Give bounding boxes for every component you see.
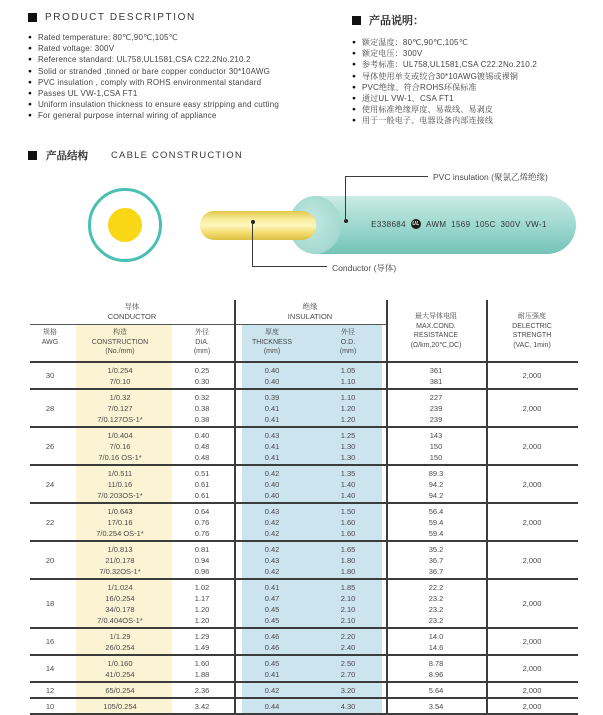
cell-dia: 0.40 0.48 0.48 — [194, 430, 210, 462]
table-row-awg-12 — [30, 683, 578, 699]
cell-resistance: 8.78 8.96 — [428, 658, 444, 679]
cell-od: 1.25 1.30 1.30 — [340, 430, 356, 462]
cell-construction: 1/0.813 21/0.178 7/0.32OS-1* — [99, 544, 141, 576]
bullet-icon: ● — [28, 67, 32, 75]
bullet-icon: ● — [352, 106, 356, 114]
header-divider — [234, 324, 386, 325]
cell-resistance: 3.54 — [428, 701, 444, 711]
list-item: ● Reference standard: UL758,UL1581,CSA C22.2No.210.2 — [28, 55, 251, 65]
product-description-cn-section — [352, 12, 603, 127]
list-item: ● 额定温度：80℃,90℃,105℃ — [352, 38, 468, 47]
cell-od: 4.30 — [340, 701, 356, 711]
list-item: ● Uniform insulation thickness to ensure easy stripping and cutting — [28, 100, 280, 110]
cell-construction: 105/0.254 — [103, 701, 137, 711]
cell-strength: 2,000 — [522, 479, 542, 489]
bullet-icon: ● — [28, 56, 32, 64]
bullet-icon: ● — [28, 45, 32, 53]
cell-od: 3.20 — [340, 685, 356, 695]
spec-table-rows — [30, 363, 578, 715]
pvc-insulation-label: PVC insulation (聚氯乙烯绝缘) — [433, 172, 548, 182]
list-item: ● 导体使用单支或绞合30*10AWG镀锡或裸铜 — [352, 71, 519, 81]
conductor-label: Conductor (导体) — [332, 263, 397, 273]
cell-resistance: 361 381 — [429, 365, 443, 386]
cell-awg: 22 — [45, 517, 55, 527]
cell-thickness: 0.44 — [264, 701, 280, 711]
conductor-group-header: 导体 CONDUCTOR — [107, 302, 157, 321]
cell-construction: 1/0.160 41/0.254 — [105, 658, 135, 679]
resistance-column-header: 最大导体电阻 MAX.COND. RESISTANCE (Ω/km,20℃,DC) — [410, 313, 462, 349]
cell-construction: 1/1.024 16/0.254 34/0.178 7/0.404OS-1* — [97, 582, 143, 625]
cell-resistance: 56.4 59.4 59.4 — [428, 506, 444, 538]
product-description-cn-header — [352, 12, 603, 28]
cell-construction: 1/0.643 17/0.16 7/0.254 OS-1* — [96, 506, 144, 538]
cell-dia: 1.02 1.17 1.20 1.20 — [194, 582, 210, 625]
cable-marking-spec: AWM 1569 105C 300V VW-1 — [426, 219, 547, 229]
bullet-icon: ● — [28, 112, 32, 120]
cell-construction: 1/0.254 7/0.10 — [107, 365, 133, 386]
cell-od: 1.85 2.10 2.10 2.10 — [340, 582, 356, 625]
table-row-awg-26 — [30, 428, 578, 466]
product-description-section — [28, 12, 333, 122]
list-item: ● 通过UL VW-1、CSA FT1 — [352, 94, 454, 104]
cell-construction: 1/0.32 7/0.127 7/0.127OS-1* — [97, 392, 143, 424]
cell-construction: 65/0.254 — [105, 685, 135, 695]
cable-construction-title-cn: 产品结构 — [46, 150, 88, 162]
column-divider — [386, 300, 388, 715]
table-row-awg-16 — [30, 629, 578, 656]
cell-dia: 2.36 — [194, 685, 210, 695]
cable-marking-cert: E338684 — [371, 219, 407, 229]
table-row-awg-30 — [30, 363, 578, 390]
table-row-awg-18 — [30, 580, 578, 629]
list-item: ● 参考标准：UL758,UL1581,CSA C22.2No.210.2 — [352, 60, 538, 70]
cell-dia: 1.60 1.88 — [194, 658, 210, 679]
table-row-awg-14 — [30, 656, 578, 683]
cell-awg: 30 — [45, 371, 55, 380]
cell-awg: 16 — [45, 637, 55, 646]
cell-dia: 0.64 0.76 0.76 — [194, 506, 210, 538]
construction-column-header: 构造 CONSTRUCTION (No./mm) — [91, 329, 149, 355]
spec-table-header — [30, 300, 578, 363]
bullet-icon: ● — [352, 39, 356, 46]
cell-thickness: 0.41 0.47 0.45 0.45 — [264, 582, 280, 625]
list-item: ● Rated temperature: 80℃,90℃,105℃ — [28, 33, 178, 42]
list-item: ● 用于一般电子、电器设备内部连接线 — [352, 116, 494, 126]
insulation-group-header: 绝缘 INSULATION — [287, 302, 333, 321]
list-item: ● 额定电压：300V — [352, 49, 423, 59]
cell-construction: 1/0.404 7/0.16 7/0.16 OS-1* — [98, 430, 142, 462]
section-square-icon — [352, 16, 361, 25]
product-description-cn-list — [352, 37, 603, 127]
cell-strength: 2,000 — [522, 701, 542, 711]
cell-resistance: 143 150 150 — [429, 430, 443, 462]
list-item: ● Passes UL VW-1,CSA FT1 — [28, 89, 138, 99]
section-square-icon — [28, 13, 37, 22]
cell-od: 1.50 1.60 1.60 — [340, 506, 356, 538]
cross-section-conductor — [108, 208, 142, 242]
cell-thickness: 0.43 0.41 0.41 — [264, 430, 280, 462]
bullet-icon: ● — [352, 72, 356, 80]
cell-thickness: 0.39 0.41 0.41 — [264, 392, 280, 424]
table-row-awg-22 — [30, 504, 578, 542]
header-divider — [30, 324, 234, 325]
column-divider — [234, 300, 236, 715]
cable-cross-section — [88, 188, 162, 262]
section-square-icon — [28, 151, 37, 160]
cell-dia: 0.32 0.38 0.38 — [194, 392, 210, 424]
cell-od: 1.65 1.80 1.80 — [340, 544, 356, 576]
cell-awg: 10 — [45, 701, 55, 711]
cell-thickness: 0.46 0.46 — [264, 631, 280, 652]
dia-column-header: 外径 DIA. (mm) — [193, 329, 211, 355]
cell-od: 2.50 2.70 — [340, 658, 356, 679]
cell-strength: 2,000 — [522, 555, 542, 565]
cell-construction: 1/0.511 11/0.16 7/0.203OS-1* — [97, 468, 143, 500]
cell-strength: 2,000 — [522, 664, 542, 673]
cell-dia: 0.51 0.61 0.61 — [194, 468, 210, 500]
cell-awg: 24 — [45, 479, 55, 489]
product-description-cn-title: 产品说明： — [369, 15, 424, 27]
bullet-icon: ● — [352, 83, 356, 91]
cell-dia: 0.81 0.94 0.96 — [194, 544, 210, 576]
ul-logo-icon: UL — [412, 221, 420, 227]
column-divider — [486, 300, 488, 715]
cell-od: 1.05 1.10 — [340, 365, 356, 386]
list-item: ● Rated voltage: 300V — [28, 44, 115, 54]
cell-dia: 3.42 — [194, 701, 210, 711]
cell-thickness: 0.43 0.42 0.42 — [264, 506, 280, 538]
bullet-icon: ● — [28, 101, 32, 109]
list-item: ● For general purpose internal wiring of appliance — [28, 111, 217, 121]
list-item: ● 使用标准绝缘厚度、易裁线、易剥皮 — [352, 105, 494, 115]
product-description-header — [28, 12, 333, 23]
cell-dia: 0.25 0.30 — [194, 365, 210, 386]
awg-column-header: 规格 AWG — [41, 329, 59, 346]
cell-awg: 14 — [45, 664, 55, 673]
table-row-awg-28 — [30, 390, 578, 428]
leader-line — [345, 176, 346, 221]
cell-awg: 18 — [45, 599, 55, 608]
cable-construction-title-en: CABLE CONSTRUCTION — [111, 150, 243, 161]
thickness-column-header: 厚度 THICKNESS (mm) — [251, 329, 293, 355]
cell-resistance: 35.2 36.7 36.7 — [428, 544, 444, 576]
cable-construction-header — [28, 148, 243, 163]
cell-strength: 2,000 — [522, 685, 542, 695]
leader-line — [252, 266, 327, 267]
spec-table — [30, 300, 578, 715]
cell-od: 1.35 1.40 1.40 — [340, 468, 356, 500]
od-column-header: 外径 O.D. (mm) — [339, 329, 357, 355]
cell-strength: 2,000 — [522, 517, 542, 527]
cell-resistance: 22.2 23.2 23.2 23.2 — [428, 582, 444, 625]
leader-line — [345, 176, 428, 177]
cell-od: 2.20 2.40 — [340, 631, 356, 652]
cell-thickness: 0.42 0.43 0.42 — [264, 544, 280, 576]
cell-strength: 2,000 — [522, 599, 542, 608]
cable-marking — [350, 219, 568, 229]
cable-conductor-rod — [200, 211, 316, 240]
cell-resistance: 5.64 — [428, 685, 444, 695]
table-row-awg-20 — [30, 542, 578, 580]
bullet-icon: ● — [352, 95, 356, 103]
bullet-icon: ● — [28, 78, 32, 86]
cell-dia: 1.29 1.49 — [194, 631, 210, 652]
cell-awg: 12 — [45, 685, 55, 695]
cell-resistance: 14.0 14.6 — [428, 631, 444, 652]
cell-awg: 28 — [45, 403, 55, 413]
bullet-icon: ● — [352, 61, 356, 69]
cell-strength: 2,000 — [522, 371, 542, 380]
cell-thickness: 0.42 — [264, 685, 280, 695]
cell-thickness: 0.40 0.40 — [264, 365, 280, 386]
bullet-icon: ● — [352, 117, 356, 125]
strength-column-header: 耐压强度 DELECTRIC STRENGTH (VAC, 1min) — [512, 313, 552, 349]
cell-thickness: 0.42 0.40 0.40 — [264, 468, 280, 500]
leader-line — [252, 222, 253, 267]
cell-od: 1.10 1.20 1.20 — [340, 392, 356, 424]
table-row-awg-10 — [30, 699, 578, 715]
cell-resistance: 227 239 239 — [429, 392, 443, 424]
bullet-icon: ● — [28, 90, 32, 98]
cell-construction: 1/1.29 26/0.254 — [105, 631, 135, 652]
list-item: ● PVC绝缘、符合ROHS环保标准 — [352, 82, 477, 92]
cell-resistance: 89.3 94.2 94.2 — [428, 468, 444, 500]
list-item: ● Solid or stranded ,tinned or bare copper conductor 30*10AWG — [28, 66, 271, 76]
product-description-title: PRODUCT DESCRIPTION — [45, 12, 196, 23]
cell-strength: 2,000 — [522, 637, 542, 646]
list-item: ● PVC insulation , comply with ROHS environmental standard — [28, 77, 262, 87]
bullet-icon: ● — [28, 34, 32, 41]
bullet-icon: ● — [352, 50, 356, 58]
table-row-awg-24 — [30, 466, 578, 504]
cell-thickness: 0.45 0.41 — [264, 658, 280, 679]
cell-strength: 2,000 — [522, 441, 542, 451]
cell-awg: 26 — [45, 441, 55, 451]
sub-header-row — [30, 326, 386, 357]
product-description-list — [28, 32, 333, 122]
cell-strength: 2,000 — [522, 403, 542, 413]
cell-awg: 20 — [45, 555, 55, 565]
